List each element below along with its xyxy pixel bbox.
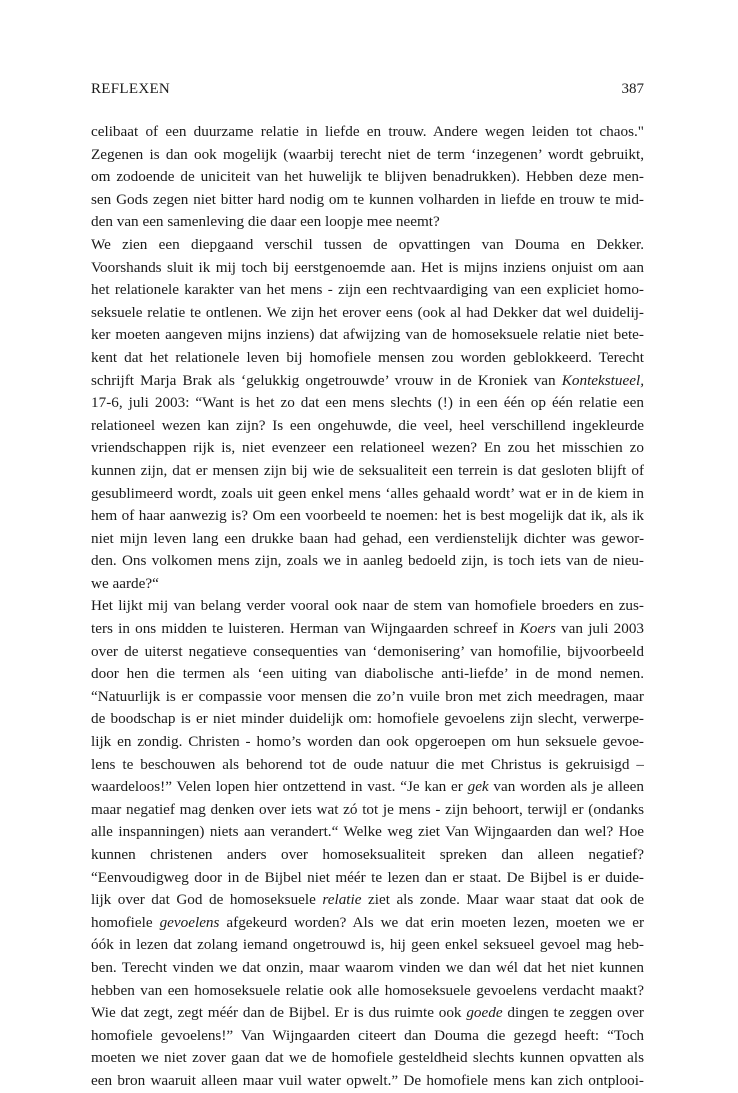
line-text: hebben van een homoseksuele relatie ook alle homoseksuele gevoelens verdacht maakt?	[91, 981, 644, 999]
line-text: van worden als je alleen	[488, 778, 644, 796]
text-line	[91, 189, 644, 212]
line-text: lijk en zondig. Christen - homo’s worden dan ook opgeroepen om hun seksuele gevoe-	[91, 733, 644, 751]
line-text: we aarde?“	[91, 574, 159, 592]
text-line	[91, 708, 644, 731]
text-line	[91, 663, 644, 686]
text-line	[91, 279, 644, 302]
text-line	[91, 912, 644, 935]
text-line	[91, 460, 644, 483]
line-text: waardeloos!” Velen lopen hier ontzettend in vast. “Je kan er	[91, 778, 463, 796]
emphasis-text: gek	[467, 778, 489, 796]
line-text: “Eenvoudigweg door in de Bijbel niet méér te lezen dan er staat. De Bijbel is er duide-	[91, 868, 644, 886]
text-line	[91, 257, 644, 280]
line-text: homofiele	[91, 913, 153, 931]
text-line	[91, 144, 644, 167]
line-text: sen Gods zegen niet bitter hard nodig om te kunnen volharden in liefde en trouw te mid-	[91, 190, 644, 208]
emphasis-text: Koers	[519, 620, 556, 638]
text-line	[91, 867, 644, 890]
text-line	[91, 776, 644, 799]
text-line	[91, 754, 644, 777]
text-line	[91, 595, 644, 618]
line-text: kunnen zijn, dat er mensen zijn bij wie de seksualiteit een terrein is dat gesloten blijft of	[91, 461, 644, 479]
line-text: om zodoende de uniciteit van het huwelijk te blijven benadrukken). Hebben deze men-	[91, 168, 644, 186]
line-text: het relationele karakter van het mens - zijn een rechtvaardiging van een expliciet homo-	[91, 281, 644, 299]
text-line	[91, 641, 644, 664]
text-line	[91, 1047, 644, 1070]
line-text: relationeel wezen kan zijn? Is een ongehuwde, die veel, heel verschillend ingekleurde	[91, 416, 644, 434]
line-text: Voorshands sluit ik mij toch bij eerstgenoemde aan. Het is mijns inziens onjuist om aan	[91, 258, 644, 276]
text-line	[91, 844, 644, 867]
text-line	[91, 370, 644, 393]
line-text: van juli 2003	[555, 620, 644, 638]
text-line	[91, 324, 644, 347]
line-text: moeten we niet zover gaan dat we de homofiele gesteldheid slechts kunnen opvatten als	[91, 1049, 644, 1067]
text-line	[91, 934, 644, 957]
line-text: Zegenen is dan ook mogelijk (waarbij terecht niet de term ‘inzegenen’ wordt gebruikt,	[91, 145, 644, 163]
line-text: gesublimeerd wordt, zoals uit geen enkel mens ‘alles gehaald wordt’ wat er in de kiem in	[91, 484, 644, 502]
line-text: door hen die termen als ‘een uiting van diabolische anti-liefde’ in de mond nemen.	[91, 665, 644, 683]
line-text: hem of haar aanwezig is? Om een voorbeeld te noemen: het is best mogelijk dat ik, als ik	[91, 507, 644, 525]
line-text: lijk over dat God de homoseksuele	[91, 891, 316, 909]
line-text: seksuele relatie te ontlenen. We zijn het erover eens (ook al had Dekker dat wel duidelij-	[91, 303, 644, 321]
text-line	[91, 889, 644, 912]
line-text: dingen te zeggen over	[502, 1004, 644, 1022]
text-line	[91, 957, 644, 980]
running-head	[91, 79, 644, 99]
text-line	[91, 347, 644, 370]
line-text: Het lijkt mij van belang verder vooral ook naar de stem van homofiele broeders en zus-	[91, 597, 644, 615]
text-line	[91, 1002, 644, 1025]
emphasis-text: relatie	[322, 891, 362, 909]
text-line	[91, 121, 644, 144]
line-text: óók in lezen dat zolang iemand ongetrouwd is, hij geen enkel seksueel gevoel mag heb-	[91, 936, 644, 954]
text-line	[91, 550, 644, 573]
body-text	[91, 121, 644, 1093]
line-text: lens te beschouwen als behorend tot de oude natuur die met Christus is gekruisigd –	[91, 755, 644, 773]
line-text: ters in ons midden te luisteren. Herman van Wijngaarden schreef in	[91, 620, 515, 638]
line-text: homofiele gevoelens!” Van Wijngaarden citeert dan Douma die gezegd heeft: “Toch	[91, 1026, 644, 1044]
line-text: vriendschappen rijk is, niet evenzeer een relationeel wezen? En zou het misschien zo	[91, 439, 644, 457]
text-line	[91, 234, 644, 257]
line-text: afgekeurd worden? Als we dat erin moeten lezen, moeten we er	[219, 913, 644, 931]
text-line	[91, 821, 644, 844]
text-line	[91, 618, 644, 641]
line-text: We zien een diepgaand verschil tussen de opvattingen van Douma en Dekker.	[91, 235, 644, 253]
page-number: 387	[621, 81, 644, 97]
line-text: kunnen christenen anders over homoseksualiteit spreken dan alleen negatief?	[91, 846, 644, 863]
text-line	[91, 415, 644, 438]
emphasis-text: gevoelens	[159, 913, 220, 931]
line-text: “Natuurlijk is er compassie voor mensen die zo’n vuile bron met zich meedragen, maar	[91, 687, 644, 705]
line-text: de boodschap is er niet minder duidelijk om: homofiele gevoelens zijn slecht, verwerpe-	[91, 710, 644, 728]
text-line	[91, 1070, 644, 1093]
text-line	[91, 799, 644, 822]
text-line	[91, 166, 644, 189]
text-line	[91, 437, 644, 460]
text-line	[91, 483, 644, 506]
line-text: celibaat of een duurzame relatie in liefde en trouw. Andere wegen leiden tot chaos."	[91, 123, 644, 140]
text-line	[91, 686, 644, 709]
text-line	[91, 731, 644, 754]
line-text: Wie dat zegt, zegt méér dan de Bijbel. Er is dus ruimte ook	[91, 1004, 462, 1022]
line-text: ker moeten aangeven mijns inziens) dat afwijzing van de homoseksuele relatie niet bete-	[91, 326, 644, 344]
text-line	[91, 211, 644, 234]
text-line	[91, 392, 644, 415]
line-text: 17-6, juli 2003: “Want is het zo dat een mens slechts (!) in een één op één relatie een	[91, 394, 644, 412]
line-text: ben. Terecht vinden we dat onzin, maar waarom vinden we dan wél dat het niet kunnen	[91, 958, 644, 976]
running-head-title: REFLEXEN	[91, 81, 171, 97]
line-text: over de uiterst negatieve consequenties van ‘demonisering’ van homofilie, bijvoorbeeld	[91, 642, 644, 660]
line-text: den van een samenleving die daar een loopje mee neemt?	[91, 213, 440, 231]
text-line	[91, 573, 644, 596]
line-text: den. Ons volkomen mens zijn, zoals we in aanleg bedoeld zijn, is toch iets van de nieu-	[91, 552, 644, 570]
text-line	[91, 1025, 644, 1048]
line-text: alle inspanningen) niets aan verandert.“ Welke weg ziet Van Wijngaarden dan wel? Hoe	[91, 823, 644, 841]
text-line	[91, 505, 644, 528]
line-text: een bron waaruit alleen maar vuil water opwelt.” De homofiele mens kan zich ontplooi-	[91, 1071, 644, 1089]
emphasis-text: goede	[466, 1004, 503, 1022]
emphasis-text: Kontekstueel,	[561, 371, 644, 389]
line-text: kent dat het relationele leven bij homofiele mensen zou worden geblokkeerd. Terecht	[91, 348, 644, 366]
text-line	[91, 302, 644, 325]
line-text: maar negatief mag denken over iets wat zó tot je mens - zijn behoort, terwijl er (ondanks	[91, 800, 644, 818]
line-text: schrijft Marja Brak als ‘gelukkig ongetrouwde’ vrouw in de Kroniek van	[91, 371, 562, 389]
text-line	[91, 980, 644, 1003]
line-text: niet mijn leven lang een drukke baan had gehad, een verdienstelijk dichter was gewor-	[91, 529, 644, 547]
line-text: ziet als zonde. Maar waar staat dat ook de	[361, 891, 644, 909]
text-line	[91, 528, 644, 551]
